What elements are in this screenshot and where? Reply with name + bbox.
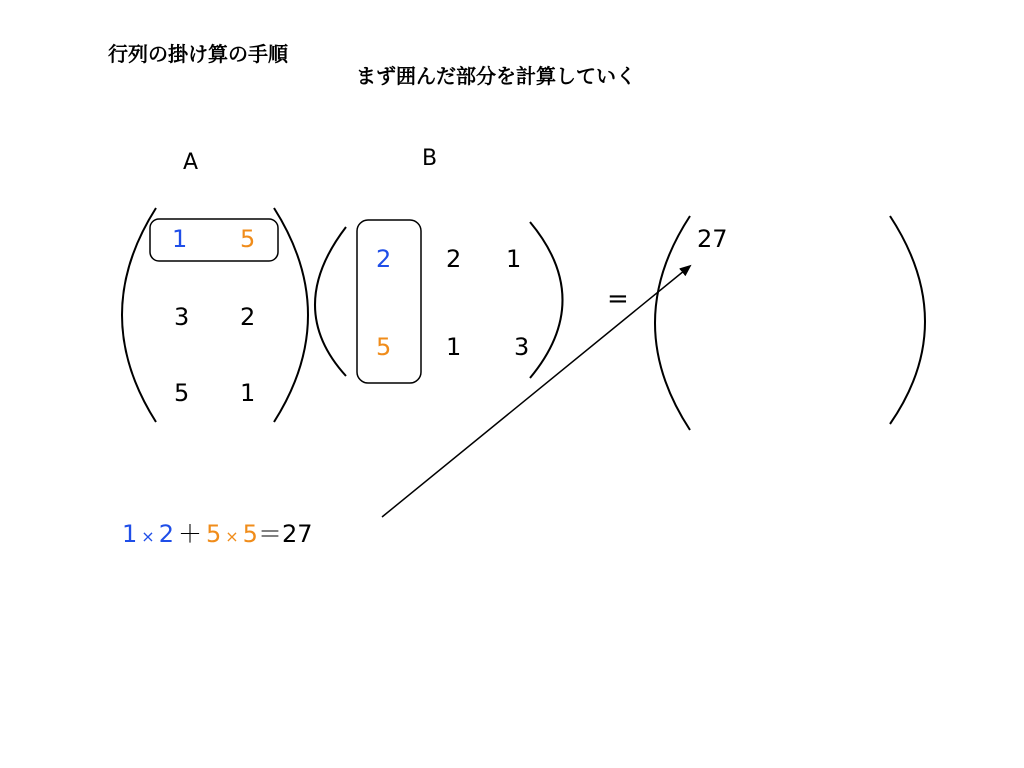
matrix-b-label: B xyxy=(422,146,438,171)
matrix-b-right-bracket xyxy=(530,222,563,378)
matrix-a-row-highlight xyxy=(150,219,278,261)
calculation-formula xyxy=(122,514,312,549)
formula-times-2: × xyxy=(225,527,239,546)
equals-sign: = xyxy=(607,284,629,314)
matrix-a-cell: 3 xyxy=(174,303,190,331)
formula-b1: 2 xyxy=(158,520,174,548)
pointer-arrow xyxy=(382,266,690,517)
formula-times-1: × xyxy=(141,527,155,546)
matrix-b-cell: 2 xyxy=(446,245,462,273)
matrix-a-cell: 2 xyxy=(240,303,256,331)
matrix-a-right-bracket xyxy=(274,208,308,422)
result-cell: 27 xyxy=(697,225,728,253)
matrix-a-cell: 5 xyxy=(174,379,190,407)
matrix-a-cell: 1 xyxy=(172,225,188,253)
matrix-a-label: A xyxy=(183,150,199,175)
formula-b2: 5 xyxy=(242,520,258,548)
matrix-b-cell: 5 xyxy=(376,333,392,361)
page-title: 行列の掛け算の手順 xyxy=(108,42,288,66)
matrix-a-left-bracket xyxy=(122,208,156,422)
formula-equals: ＝ xyxy=(257,520,282,548)
matrix-b-cell: 1 xyxy=(446,333,462,361)
matrix-b-cell: 3 xyxy=(514,333,530,361)
result-right-bracket xyxy=(890,216,925,424)
matrix-a-cell: 1 xyxy=(240,379,256,407)
formula-a1: 1 xyxy=(122,520,138,548)
matrix-b-cell: 1 xyxy=(506,245,522,273)
formula-plus: ＋ xyxy=(177,520,202,548)
matrix-b-cell: 2 xyxy=(376,245,392,273)
matrix-b-left-bracket xyxy=(315,227,346,376)
matrix-a-cell: 5 xyxy=(240,225,256,253)
result-left-bracket xyxy=(655,216,690,430)
formula-a2: 5 xyxy=(205,520,222,548)
formula-result: 27 xyxy=(281,520,313,548)
page-subtitle: まず囲んだ部分を計算していく xyxy=(356,64,636,88)
